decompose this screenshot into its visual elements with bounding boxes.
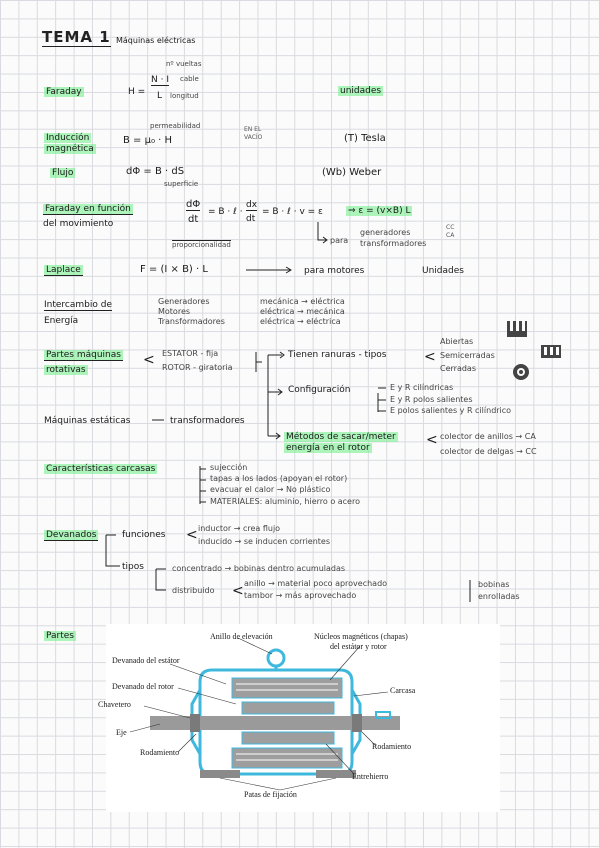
- lbl-nucleos-2: del estátor y rotor: [330, 642, 387, 651]
- estator-item: ESTATOR - fija: [162, 349, 219, 358]
- machine-diagram: [40, 624, 590, 814]
- frac1-num: dΦ: [186, 199, 201, 210]
- colector-delgas: colector de delgas → CC: [440, 447, 537, 456]
- brace-colectores: <: [426, 432, 438, 448]
- carcasa-item-1: sujección: [210, 463, 248, 472]
- anillo-item: anillo → material poco aprovechado: [244, 579, 388, 588]
- interc-device-1: Generadores: [158, 297, 210, 306]
- config-2: E y R polos salientes: [390, 395, 473, 404]
- slot-semiclosed-icon: [540, 341, 562, 359]
- interc-conv-2: eléctrica → mecánica: [260, 307, 345, 316]
- page-title: TEMA 1: [42, 28, 111, 46]
- laplace-units: Unidades: [422, 266, 464, 276]
- bobinas-1: bobinas: [478, 580, 510, 589]
- estaticas-value: transformadores: [170, 416, 245, 426]
- n-note: nº vueltas: [166, 60, 202, 68]
- distribuido-item: distribuido: [172, 586, 215, 595]
- metodos-1: Métodos de sacar/meter: [286, 432, 396, 442]
- faraday-mov-label-1: Faraday en función: [45, 204, 131, 214]
- gen-1: generadores: [360, 228, 411, 237]
- interc-conv-1: mecánica → eléctrica: [260, 297, 345, 306]
- lbl-dev-rotor: Devanado del rotor: [112, 682, 174, 691]
- lbl-entrehierro: Entrehierro: [352, 772, 389, 781]
- devanados-label: Devanados: [46, 530, 97, 540]
- tipo-abiertas: Abiertas: [440, 337, 474, 346]
- frac2-den: dt: [246, 214, 256, 224]
- config-label: Configuración: [288, 385, 351, 395]
- interc-device-3: Transformadores: [158, 317, 225, 326]
- concentrado-item: concentrado → bobinas dentro acumuladas: [172, 564, 346, 573]
- interc-conv-3: eléctrica → eléctrica: [260, 317, 341, 326]
- brace-funciones: <: [186, 527, 198, 543]
- ranuras-label: Tienen ranuras - tipos: [288, 350, 387, 360]
- carcasa-label: Características carcasas: [46, 464, 156, 474]
- faraday-mov-label-2: del movimiento: [43, 219, 114, 229]
- tipo-semicerradas: Semicerradas: [440, 351, 495, 360]
- tipo-cerradas: Cerradas: [440, 364, 476, 373]
- lbl-chavetero: Chavetero: [98, 700, 131, 709]
- rotor-item: ROTOR - giratoria: [162, 363, 233, 372]
- prop-note: proporcionalidad: [172, 241, 231, 249]
- brace-distribuido: <: [232, 583, 244, 599]
- page-subtitle: Máquinas eléctricas: [116, 36, 196, 45]
- lbl-carcasa: Carcasa: [390, 686, 416, 695]
- sup-note: superficie: [164, 180, 199, 188]
- faraday-units: unidades: [340, 86, 382, 96]
- i-note: cable: [180, 75, 199, 83]
- flujo-label: Flujo: [52, 168, 74, 178]
- lbl-eje: Eje: [116, 728, 127, 737]
- partes-label: Partes: [46, 631, 74, 641]
- config-3: E polos salientes y R cilíndrico: [390, 406, 512, 415]
- colector-anillos: colector de anillos → CA: [440, 432, 536, 441]
- brace-open: <: [143, 352, 155, 368]
- slot-closed-icon: [512, 362, 530, 382]
- partes-rot-label-2: rotativas: [46, 365, 86, 375]
- flujo-unit: (Wb) Weber: [322, 167, 382, 178]
- faraday-numerator: N · I: [151, 75, 169, 85]
- l-note: longitud: [170, 92, 199, 100]
- laplace-label: Laplace: [46, 265, 81, 275]
- para-label: para: [330, 236, 349, 245]
- laplace-target: para motores: [304, 266, 365, 276]
- faraday-lhs: H =: [128, 87, 146, 97]
- faraday-mov-result: ⇒ ε = (v×B) L: [348, 206, 411, 216]
- intercambio-label-2: Energía: [44, 316, 79, 326]
- vacio-note-1: EN EL: [244, 126, 262, 133]
- induccion-formula: B = μ₀ · H: [123, 135, 173, 146]
- inductor-item: inductor → crea flujo: [198, 524, 281, 533]
- induccion-label-2: magnética: [46, 144, 94, 154]
- machine-drawing: [40, 624, 590, 814]
- gen-2: transformadores: [360, 239, 427, 248]
- frac2-num: dx: [246, 200, 258, 210]
- faraday-denominator: L: [157, 91, 163, 101]
- induccion-label-1: Inducción: [46, 133, 90, 143]
- brace-tipos: <: [424, 349, 436, 365]
- mid1: = B · ℓ ·: [208, 207, 243, 217]
- tambor-item: tambor → más aprovechado: [244, 591, 357, 600]
- estaticas-label: Máquinas estáticas: [44, 416, 131, 426]
- cc-label: CC: [446, 224, 455, 231]
- slot-open-icon: [506, 320, 528, 338]
- perm-note: permeabilidad: [150, 122, 201, 130]
- induccion-unit: (T) Tesla: [344, 133, 386, 144]
- config-1: E y R cilíndricas: [390, 383, 454, 392]
- interc-device-2: Motores: [158, 307, 191, 316]
- faraday-label: Faraday: [46, 87, 82, 97]
- vacio-note-2: VACÍO: [244, 134, 263, 141]
- frac1-den: dt: [188, 214, 199, 225]
- faraday-mov-rest: = B · ℓ · v = ε: [262, 207, 323, 217]
- carcasa-item-3: evacuar el calor → No plástico: [210, 485, 331, 494]
- carcasa-item-2: tapas a los lados (apoyan el rotor): [210, 474, 348, 483]
- inducido-item: inducido → se inducen corrientes: [198, 537, 331, 546]
- intercambio-label-1: Intercambio de: [44, 300, 112, 310]
- ca-label: CA: [446, 232, 455, 239]
- lbl-rodamiento-izq: Rodamiento: [140, 748, 180, 757]
- tipos-label: tipos: [122, 562, 144, 572]
- lbl-rodamiento-der: Rodamiento: [372, 742, 412, 751]
- partes-rot-label-1: Partes máquinas: [46, 350, 121, 360]
- laplace-formula: F = (I × B) · L: [140, 264, 208, 275]
- metodos-2: energía en el rotor: [286, 443, 370, 453]
- carcasa-item-4: MATERIALES: aluminio, hierro o acero: [210, 497, 360, 506]
- lbl-patas: Patas de fijación: [244, 790, 297, 799]
- flujo-formula: dΦ = B · dS: [126, 166, 185, 177]
- lbl-anillo: Anillo de elevación: [210, 632, 273, 641]
- lbl-nucleos-1: Núcleos magnéticos (chapas): [314, 632, 408, 641]
- funciones-label: funciones: [122, 530, 166, 540]
- lbl-dev-estator: Devanado del estátor: [112, 656, 180, 665]
- bobinas-2: enrolladas: [478, 592, 520, 601]
